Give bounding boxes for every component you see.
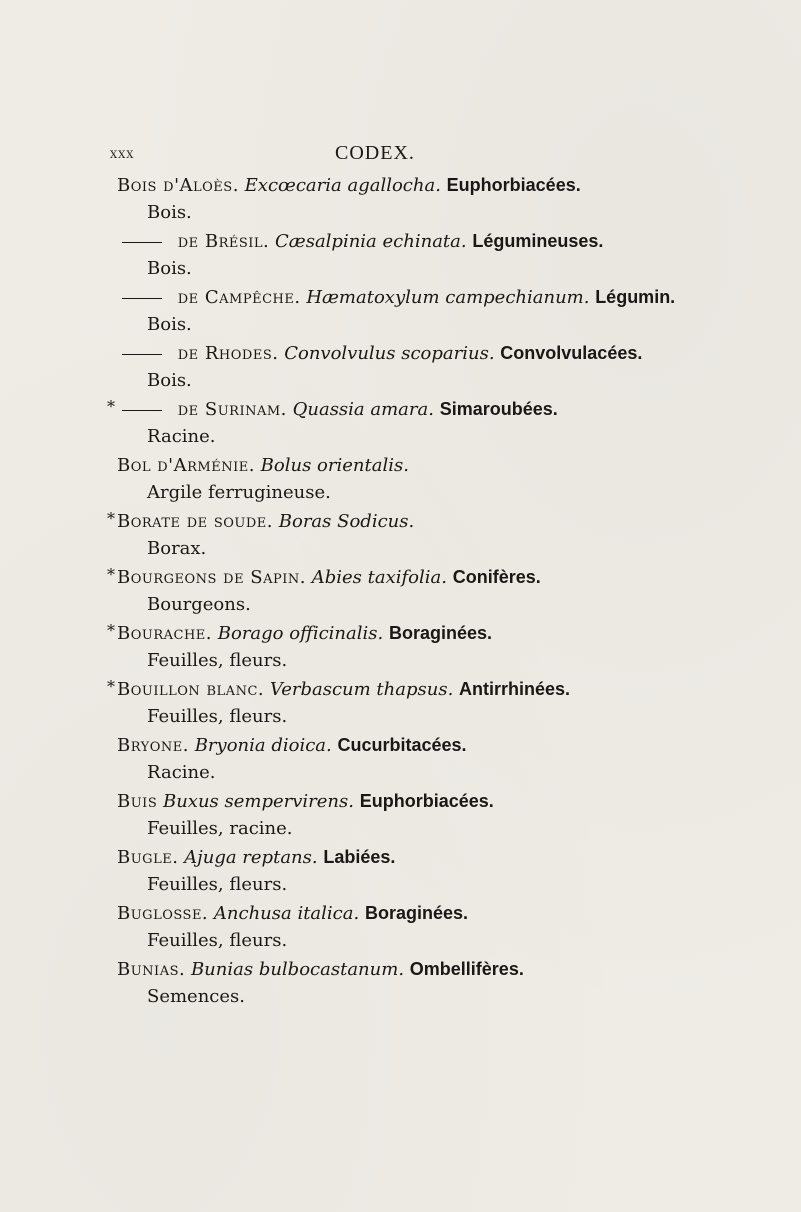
entry-bois-rhodes — [117, 339, 777, 395]
running-title: CODEX. — [335, 142, 415, 164]
latin-name: Abies taxifolia. — [311, 567, 447, 588]
ditto-dash — [122, 298, 162, 299]
latin-name: Ajuga reptans. — [184, 847, 318, 868]
entry-line-names — [107, 619, 777, 647]
entry-line-names — [117, 227, 777, 255]
used-part: Bois. — [147, 314, 192, 335]
page-number: xxx — [110, 146, 135, 162]
latin-name: Bunias bulbocastanum. — [190, 959, 405, 980]
plant-family: Légumin. — [595, 287, 676, 307]
entry-line-names — [117, 899, 777, 927]
asterisk-marker: * — [107, 621, 115, 640]
common-name: de Rhodes. — [177, 343, 279, 364]
common-name: Bryone. — [117, 735, 189, 756]
used-part: Racine. — [147, 426, 216, 447]
common-name: de Campêche. — [177, 287, 301, 308]
entry-bourache — [107, 619, 777, 675]
latin-name: Bolus orientalis. — [260, 455, 409, 476]
ditto-dash — [122, 354, 162, 355]
common-name: Bois d'Aloès. — [117, 175, 239, 196]
entry-bryone — [117, 731, 777, 787]
entry-line-names — [117, 955, 777, 983]
plant-family: Euphorbiacées. — [446, 175, 581, 195]
entry-bois-aloes — [117, 171, 777, 227]
common-name: de Surinam. — [177, 399, 287, 420]
ditto-dash — [122, 410, 162, 411]
entry-bouillon-blanc — [107, 675, 777, 731]
entry-bunias — [117, 955, 777, 1011]
entry-line-names — [117, 731, 777, 759]
plant-family: Labiées. — [323, 847, 396, 867]
used-part: Feuilles, fleurs. — [147, 650, 288, 671]
plant-family: Simaroubées. — [439, 399, 558, 419]
latin-name: Bryonia dioica. — [194, 735, 332, 756]
entry-bol-armenie — [117, 451, 777, 507]
latin-name: Boras Sodicus. — [278, 511, 415, 532]
plant-family: Conifères. — [452, 567, 541, 587]
latin-name: Convolvulus scoparius. — [284, 343, 495, 364]
asterisk-marker: * — [107, 397, 115, 416]
entry-line-names — [117, 787, 777, 815]
used-part: Feuilles, racine. — [147, 818, 293, 839]
common-name: Bouillon blanc. — [117, 679, 265, 700]
entry-bois-bresil — [117, 227, 777, 283]
used-part: Borax. — [147, 538, 207, 559]
used-part: Bois. — [147, 370, 192, 391]
plant-family: Légumineuses. — [472, 231, 604, 251]
asterisk-marker: * — [107, 565, 115, 584]
common-name: de Brésil. — [177, 231, 270, 252]
common-name: Borate de soude. — [117, 511, 274, 532]
common-name: Bunias. — [117, 959, 186, 980]
used-part: Feuilles, fleurs. — [147, 930, 288, 951]
latin-name: Hæmatoxylum campechianum. — [306, 287, 590, 308]
used-part: Argile ferrugineuse. — [147, 482, 331, 503]
used-part: Bois. — [147, 258, 192, 279]
common-name: Buglosse. — [117, 903, 209, 924]
entry-bois-surinam — [107, 395, 777, 451]
ditto-dash — [122, 242, 162, 243]
entry-line-names — [117, 283, 777, 311]
plant-family: Convolvulacées. — [500, 343, 643, 363]
latin-name: Excœcaria agallocha. — [244, 175, 441, 196]
common-name: Bugle. — [117, 847, 179, 868]
latin-name: Buxus sempervirens. — [162, 791, 354, 812]
entry-line-names — [117, 339, 777, 367]
common-name: Bourache. — [117, 623, 213, 644]
entry-buglosse — [117, 899, 777, 955]
entry-bourgeons-sapin — [107, 563, 777, 619]
entry-list — [107, 171, 777, 1011]
used-part: Semences. — [147, 986, 245, 1007]
latin-name: Quassia amara. — [292, 399, 434, 420]
entry-line-names — [117, 451, 777, 479]
used-part: Feuilles, fleurs. — [147, 874, 288, 895]
common-name: Bourgeons de Sapin. — [117, 567, 306, 588]
plant-family: Boraginées. — [364, 903, 468, 923]
entry-line-names — [107, 395, 777, 423]
latin-name: Borago officinalis. — [217, 623, 384, 644]
page-header — [110, 142, 730, 170]
entry-line-names — [107, 563, 777, 591]
latin-name: Cæsalpinia echinata. — [275, 231, 467, 252]
plant-family: Cucurbitacées. — [337, 735, 467, 755]
used-part: Bois. — [147, 202, 192, 223]
entry-line-names — [117, 843, 777, 871]
used-part: Bourgeons. — [147, 594, 251, 615]
common-name: Bol d'Arménie. — [117, 455, 255, 476]
plant-family: Ombellifères. — [409, 959, 524, 979]
common-name: Buis — [117, 791, 158, 812]
used-part: Feuilles, fleurs. — [147, 706, 288, 727]
entry-line-names — [107, 675, 777, 703]
entry-borate-soude — [107, 507, 777, 563]
asterisk-marker: * — [107, 677, 115, 696]
entry-bois-campeche — [117, 283, 777, 339]
asterisk-marker: * — [107, 509, 115, 528]
used-part: Racine. — [147, 762, 216, 783]
entry-line-names — [117, 171, 777, 199]
plant-family: Boraginées. — [388, 623, 492, 643]
entry-buis — [117, 787, 777, 843]
entry-bugle — [117, 843, 777, 899]
entry-line-names — [107, 507, 777, 535]
plant-family: Euphorbiacées. — [359, 791, 494, 811]
plant-family: Antirrhinées. — [459, 679, 571, 699]
latin-name: Verbascum thapsus. — [269, 679, 454, 700]
latin-name: Anchusa italica. — [213, 903, 360, 924]
